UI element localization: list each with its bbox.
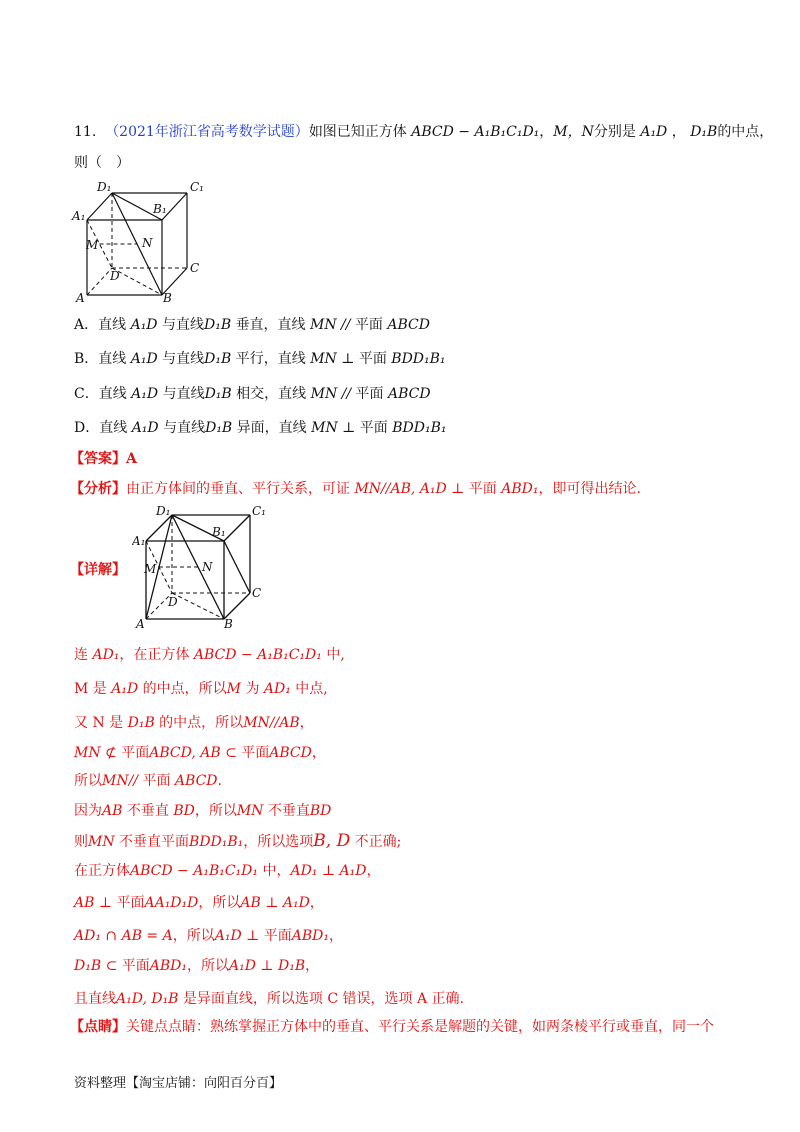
label-c1: C₁: [252, 504, 266, 518]
step-11: D₁B ⊂ 平面ABD₁，所以A₁D ⊥ D₁B，: [74, 958, 320, 974]
stem-d1b: D₁B: [690, 124, 718, 140]
step-5: 所以MN// 平面 ABCD.: [74, 773, 222, 789]
stem-text-a: 如图已知正方体: [308, 124, 407, 140]
label-b1: B₁: [153, 202, 167, 216]
analysis-line: 【分析】由正方体间的垂直、平行关系，可证 MN//AB, A₁D ⊥ 平面 ABD₁，即可得出结论.: [70, 481, 641, 497]
step-2: M 是 A₁D 的中点，所以M 为 AD₁ 中点,: [74, 681, 328, 697]
step-12: 且直线A₁D, D₁B 是异面直线，所以选项 C 错误，选项 A 正确.: [74, 991, 465, 1007]
option-b[interactable]: B．直线 A₁D 与直线D₁B 平行，直线 MN ⊥ 平面 BDD₁B₁: [74, 351, 446, 367]
stem-a1d: A₁D: [640, 124, 668, 140]
option-a[interactable]: A．直线 A₁D 与直线D₁B 垂直，直线 MN // 平面 ABCD: [74, 317, 430, 333]
label-d: D: [168, 595, 178, 609]
analysis-tag: 【分析】: [70, 481, 126, 497]
label-b: B: [224, 617, 233, 631]
step-9: AB ⊥ 平面AA₁D₁D，所以AB ⊥ A₁D，: [74, 895, 324, 911]
label-a1: A₁: [132, 534, 146, 548]
segment-b1c: [224, 541, 250, 593]
label-a: A: [136, 617, 145, 631]
label-d1: D₁: [156, 504, 171, 518]
stem-text-e: 则（ ）: [74, 155, 130, 171]
hidden-edge-ad: [87, 268, 112, 295]
stem-line-2: [74, 153, 130, 173]
label-n: N: [202, 560, 213, 574]
detail-tag: 【详解】: [70, 562, 126, 578]
question-stem: [74, 122, 773, 142]
stem-comma: ，: [671, 124, 686, 140]
cube-figure-2: [132, 503, 272, 631]
question-number: 11.: [74, 124, 97, 140]
edge-bc: [224, 593, 250, 619]
hidden-segment-db: [172, 593, 224, 619]
page-footer: 资料整理【淘宝店铺：向阳百分百】: [74, 1076, 283, 1091]
step-8: 在正方体ABCD − A₁B₁C₁D₁ 中，AD₁ ⊥ A₁D，: [74, 863, 381, 879]
label-d: D: [110, 269, 120, 283]
stem-text-b: ，: [539, 124, 554, 140]
keypoint-line: [70, 1017, 714, 1037]
label-b: B: [163, 291, 172, 305]
step-6: 因为AB 不垂直 BD，所以MN 不垂直BD: [74, 803, 332, 819]
stem-cube: ABCD − A₁B₁C₁D₁: [411, 124, 540, 140]
stem-text-c: 分别是: [593, 124, 636, 140]
keypoint-text: 关键点点睛：熟练掌握正方体中的垂直、平行关系是解题的关键，如两条棱平行或垂直，同一个: [126, 1019, 714, 1035]
edge-b1c1: [224, 515, 250, 541]
step-7: 则MN 不垂直平面BDD₁B₁，所以选项B, D 不正确;: [74, 831, 402, 851]
step-1: 连 AD₁，在正方体 ABCD − A₁B₁C₁D₁ 中,: [74, 647, 345, 663]
label-m: M: [144, 562, 157, 576]
cube-figure-1: [70, 178, 210, 308]
label-b1: B₁: [212, 525, 226, 539]
label-c1: C₁: [190, 180, 204, 194]
step-3: 又 N 是 D₁B 的中点，所以MN//AB，: [74, 715, 314, 731]
stem-mn: M，N: [553, 124, 594, 140]
keypoint-tag: 【点睛】: [70, 1019, 126, 1035]
answer-tag: 【答案】: [70, 451, 126, 467]
label-d1: D₁: [97, 180, 112, 194]
edge-a1d1: [87, 193, 112, 220]
step-10: AD₁ ∩ AB = A，所以A₁D ⊥ 平面ABD₁，: [74, 928, 343, 944]
stem-text-d: 的中点，: [717, 124, 774, 140]
answer-value: A: [126, 451, 137, 467]
option-d[interactable]: D．直线 A₁D 与直线D₁B 异面，直线 MN ⊥ 平面 BDD₁B₁: [74, 420, 447, 436]
option-c[interactable]: C．直线 A₁D 与直线D₁B 相交，直线 MN // 平面 ABCD: [74, 386, 431, 402]
question-source: （2021年浙江省高考数学试题）: [105, 124, 309, 140]
step-4: MN ⊄ 平面ABCD, AB ⊂ 平面ABCD，: [74, 745, 326, 761]
label-c: C: [252, 586, 262, 600]
label-a: A: [76, 291, 85, 305]
label-c: C: [190, 261, 200, 275]
label-m: M: [86, 238, 99, 252]
label-a1: A₁: [72, 209, 86, 223]
answer-line: [70, 449, 137, 469]
label-n: N: [142, 236, 153, 250]
